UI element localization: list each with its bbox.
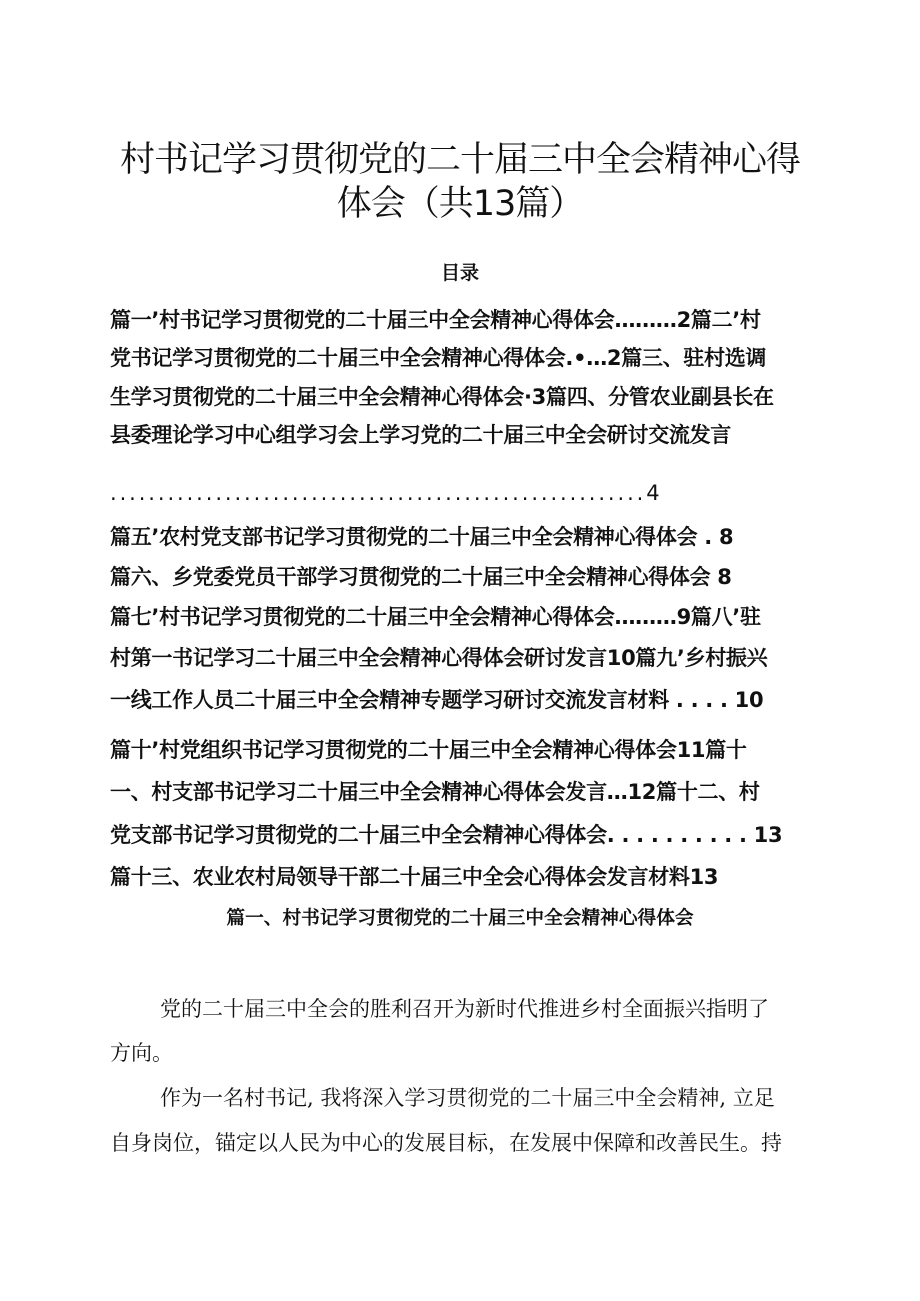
toc-line: 一线工作人员二十届三中全会精神专题学习研讨交流发言材料 . . . . 10 <box>110 688 764 712</box>
toc-line: 党书记学习贯彻党的二十届三中全会精神心得体会.•…2篇三、驻村选调 <box>110 346 767 370</box>
body-paragraph-line: 党的二十届三中全会的胜利召开为新时代推进乡村全面振兴指明了 <box>160 997 769 1021</box>
toc-line: 篇五’农村党支部书记学习贯彻党的二十届三中全会精神心得体会 . 8 <box>110 525 734 549</box>
toc-line: 篇七’村书记学习贯彻党的二十届三中全会精神心得体会………9篇八’驻 <box>110 605 761 629</box>
toc-line: 生学习贯彻党的二十届三中全会精神心得体会·3篇四、分管农业副县长在 <box>110 385 774 409</box>
toc-line: 篇六、乡党委党员干部学习贯彻党的二十届三中全会精神心得体会 8 <box>110 565 732 589</box>
body-paragraph-line: 作为一名村书记, 我将深入学习贯彻党的二十届三中全会精神, 立足 <box>160 1086 775 1110</box>
toc-line: 村第一书记学习二十届三中全会精神心得体会研讨发言10篇九’乡村振兴 <box>110 646 768 670</box>
toc-line-dot-leader: ........................................................4 <box>110 481 663 505</box>
toc-line: 一、村支部书记学习二十届三中全会精神心得体会发言…12篇十二、村 <box>110 780 760 804</box>
toc-line: 篇十三、农业农村局领导干部二十届三中全会心得体会发言材料13 <box>110 865 719 889</box>
toc-line: 党支部书记学习贯彻党的二十届三中全会精神心得体会. . . . . . . . . . 13 <box>110 823 783 847</box>
body-paragraph-line: 自身岗位，锚定以人民为中心的发展目标，在发展中保障和改善民生。持 <box>110 1131 782 1155</box>
document-title-line-2: 体会（共13篇） <box>336 184 584 224</box>
section-title: 篇一、村书记学习贯彻党的二十届三中全会精神心得体会 <box>226 908 694 929</box>
toc-line: 篇一’村书记学习贯彻党的二十届三中全会精神心得体会………2篇二’村 <box>110 308 761 332</box>
toc-heading: 目录 <box>440 262 479 284</box>
toc-line: 篇十’村党组织书记学习贯彻党的二十届三中全会精神心得体会11篇十 <box>110 738 747 762</box>
body-paragraph-line: 方向。 <box>110 1041 173 1065</box>
toc-line: 县委理论学习中心组学习会上学习党的二十届三中全会研讨交流发言 <box>110 423 731 447</box>
document-title-line-1: 村书记学习贯彻党的二十届三中全会精神心得 <box>119 140 800 180</box>
